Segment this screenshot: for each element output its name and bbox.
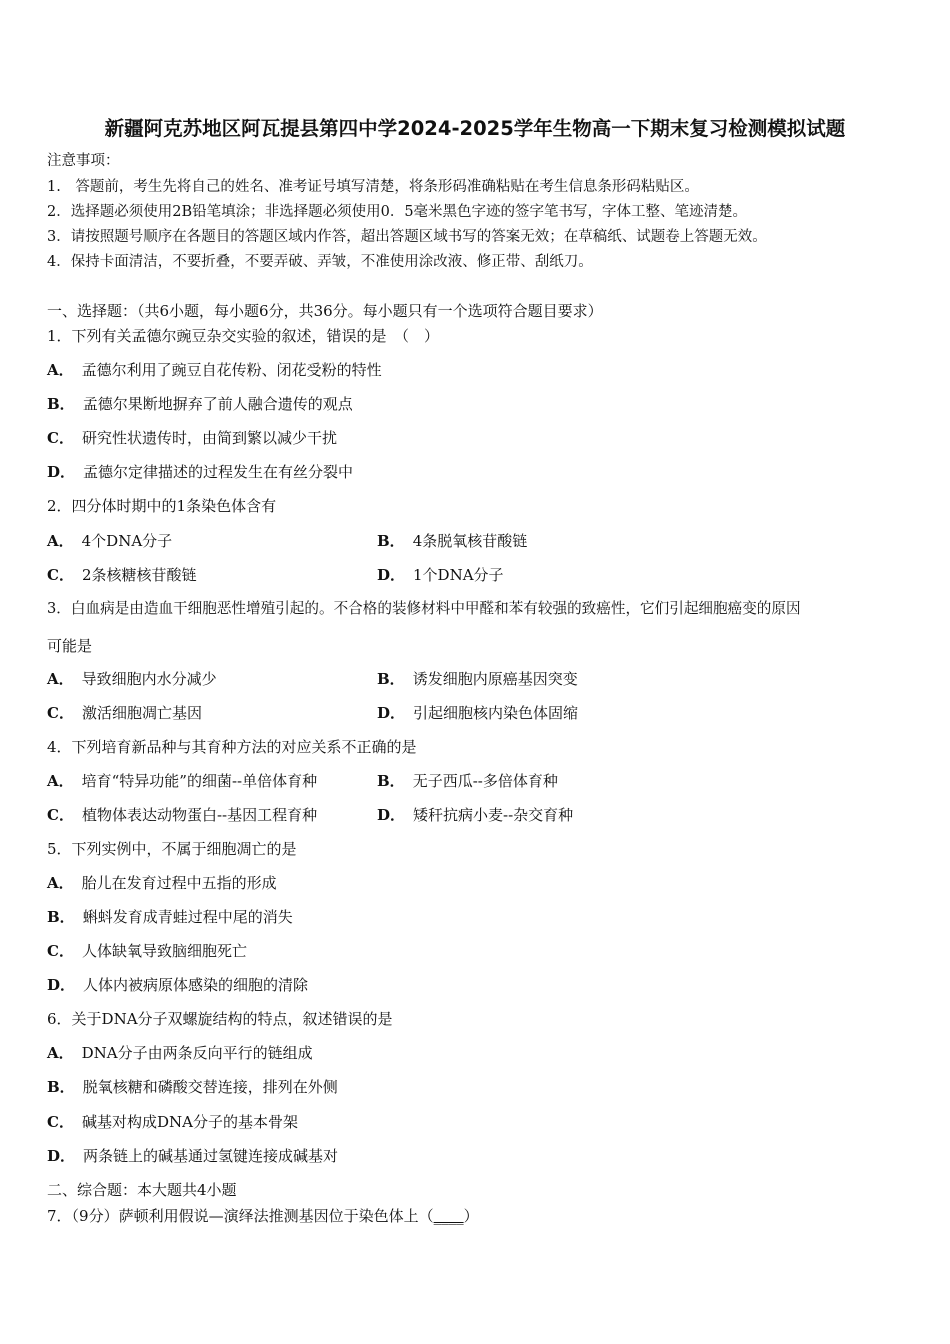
option-label: B． (47, 395, 75, 413)
option-text: 激活细胞凋亡基因 (81, 704, 202, 722)
notice-item-3: 3．请按照题号顺序在各题目的答题区域内作答，超出答题区域书写的答案无效；在草稿纸、试题卷上答题无效。 (47, 229, 767, 245)
option-text: 胎儿在发育过程中五指的形成 (81, 874, 277, 892)
option-text: 人体内被病原体感染的细胞的清除 (83, 976, 309, 994)
question-2-option-c (47, 565, 197, 585)
question-6-option-a (47, 1043, 313, 1063)
option-text: 碱基对构成DNA分子的基本骨架 (81, 1113, 298, 1131)
option-text: 导致细胞内水分减少 (81, 670, 217, 688)
question-1-option-a (47, 360, 382, 380)
question-5-option-b (47, 907, 293, 927)
question-3-option-b (377, 669, 578, 689)
option-text: 蝌蚪发育成青蛙过程中尾的消失 (82, 908, 293, 926)
option-label: C． (47, 704, 74, 722)
option-text: 4个DNA分子 (81, 532, 173, 550)
option-label: C． (47, 566, 74, 584)
option-text: 研究性状遗传时，由简到繁以减少干扰 (81, 429, 337, 447)
answer-blank: ____ (433, 1207, 464, 1225)
question-5-option-d (47, 975, 308, 995)
notice-item-2: 2．选择题必须使用2B铅笔填涂；非选择题必须使用0．5毫米黑色字迹的签字笔书写，字体工整、笔迹清楚。 (47, 204, 748, 220)
question-3-stem-line-1: 3．白血病是由造血干细胞恶性增殖引起的。不合格的装修材料中甲醛和苯有较强的致癌性，它们引起细胞癌变的原因 (47, 600, 801, 617)
option-text: 引起细胞核内染色体固缩 (413, 704, 579, 722)
question-6-stem: 6．关于DNA分子双螺旋结构的特点，叙述错误的是 (47, 1010, 393, 1028)
question-2-option-b (377, 531, 527, 551)
option-label: C． (47, 1113, 74, 1131)
question-2-option-a (47, 531, 172, 551)
question-3-option-d (377, 703, 578, 723)
question-2-stem: 2．四分体时期中的1条染色体含有 (47, 497, 277, 515)
question-1-stem: 1．下列有关孟德尔豌豆杂交实验的叙述，错误的是 （ ） (47, 327, 440, 345)
question-4-option-b (377, 771, 558, 791)
option-text: 4条脱氧核苷酸链 (412, 532, 528, 550)
question-5-option-a (47, 873, 277, 893)
question-7-end: ） (463, 1207, 479, 1225)
question-1-option-d (47, 462, 353, 482)
option-label: D． (377, 566, 406, 584)
question-4-stem: 4．下列培育新品种与其育种方法的对应关系不正确的是 (47, 738, 417, 756)
option-text: 两条链上的碱基通过氢键连接成碱基对 (83, 1147, 339, 1165)
question-1-option-b (47, 394, 353, 414)
option-label: A． (47, 532, 74, 550)
option-text: 孟德尔果断地摒弃了前人融合遗传的观点 (82, 395, 353, 413)
notice-item-4: 4．保持卡面清洁，不要折叠，不要弄破、弄皱，不准使用涂改液、修正带、刮纸刀。 (47, 254, 593, 270)
option-text: 植物体表达动物蛋白--基因工程育种 (81, 806, 318, 824)
option-label: B． (47, 908, 75, 926)
question-6-option-c (47, 1112, 298, 1132)
question-3-stem-line-2: 可能是 (47, 637, 93, 655)
question-7-stem (47, 1206, 479, 1226)
option-text: 人体缺氧导致脑细胞死亡 (81, 942, 247, 960)
option-label: A． (47, 1044, 74, 1062)
option-label: A． (47, 361, 74, 379)
option-label: B． (377, 772, 405, 790)
option-label: B． (377, 670, 405, 688)
notice-heading: 注意事项： (47, 153, 120, 169)
question-7-text: 7．（9分）萨顿利用假说—演绎法推测基因位于染色体上（ (47, 1207, 434, 1225)
option-label: D． (47, 976, 76, 994)
question-5-option-c (47, 941, 247, 961)
section-2-heading: 二、综合题：本大题共4小题 (47, 1181, 237, 1199)
question-1-option-c (47, 428, 337, 448)
option-label: D． (47, 1147, 76, 1165)
option-label: B． (47, 1078, 75, 1096)
question-4-option-d (377, 805, 573, 825)
question-2-option-d (377, 565, 504, 585)
option-label: C． (47, 806, 74, 824)
option-text: 孟德尔定律描述的过程发生在有丝分裂中 (83, 463, 354, 481)
question-3-option-c (47, 703, 202, 723)
option-text: 脱氧核糖和磷酸交替连接，排列在外侧 (82, 1078, 338, 1096)
option-text: 矮秆抗病小麦--杂交育种 (413, 806, 574, 824)
option-text: 培育“特异功能”的细菌--单倍体育种 (81, 772, 318, 790)
option-label: D． (377, 806, 406, 824)
question-4-option-c (47, 805, 317, 825)
option-label: C． (47, 429, 74, 447)
option-text: 1个DNA分子 (413, 566, 504, 584)
notice-item-1: 1. 答题前，考生先将自己的姓名、准考证号填写清楚，将条形码准确粘贴在考生信息条形码粘贴区。 (47, 179, 699, 195)
option-label: D． (47, 463, 76, 481)
section-1-heading: 一、选择题：（共6小题，每小题6分，共36分。每小题只有一个选项符合题目要求） (47, 302, 603, 320)
question-3-option-a (47, 669, 217, 689)
option-label: A． (47, 670, 74, 688)
question-5-stem: 5．下列实例中，不属于细胞凋亡的是 (47, 840, 297, 858)
option-text: DNA分子由两条反向平行的链组成 (81, 1044, 313, 1062)
question-6-option-b (47, 1077, 338, 1097)
option-text: 诱发细胞内原癌基因突变 (412, 670, 578, 688)
option-text: 孟德尔利用了豌豆自花传粉、闭花受粉的特性 (81, 361, 382, 379)
option-label: B． (377, 532, 405, 550)
option-text: 2条核糖核苷酸链 (81, 566, 197, 584)
option-text: 无子西瓜--多倍体育种 (412, 772, 558, 790)
page-title: 新疆阿克苏地区阿瓦提县第四中学2024-2025学年生物高一下期末复习检测模拟试题 (104, 117, 846, 140)
option-label: C． (47, 942, 74, 960)
option-label: A． (47, 772, 74, 790)
option-label: D． (377, 704, 406, 722)
option-label: A． (47, 874, 74, 892)
question-4-option-a (47, 771, 317, 791)
question-6-option-d (47, 1146, 338, 1166)
